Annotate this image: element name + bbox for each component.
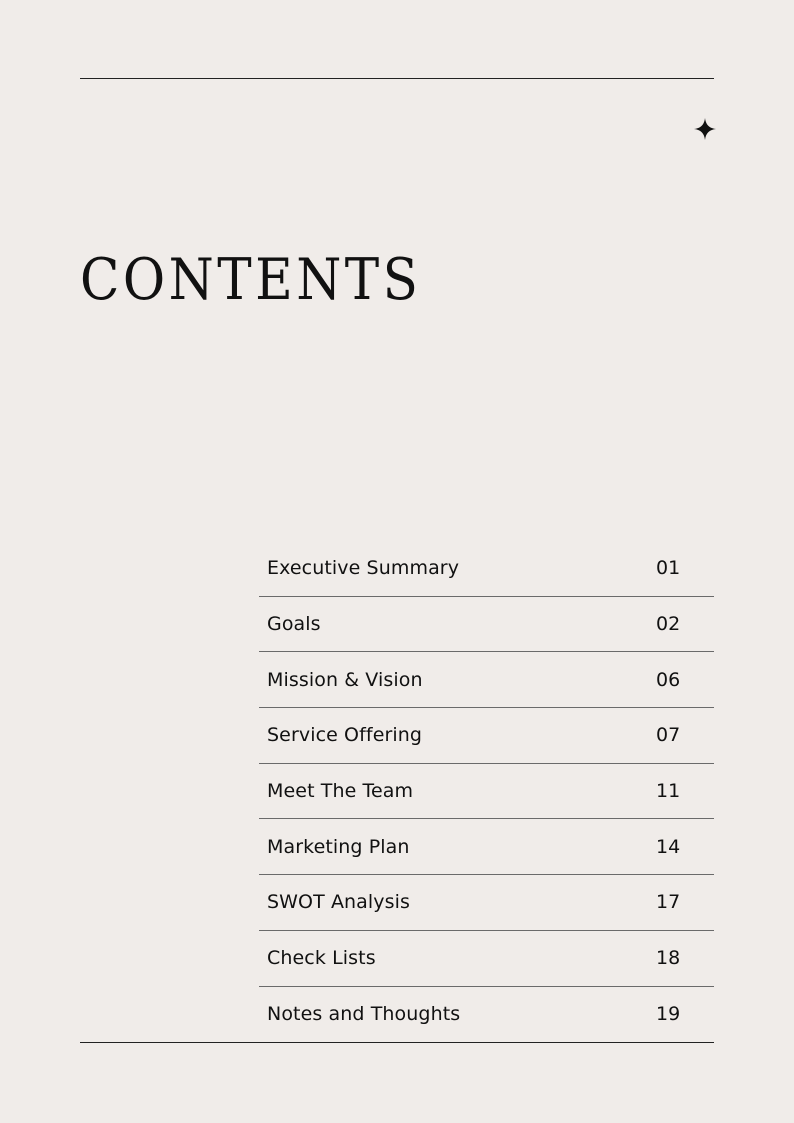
toc-entry-label: Check Lists — [267, 947, 376, 970]
toc-entry-label: Executive Summary — [267, 557, 460, 580]
toc-page-number: 02 — [656, 613, 681, 636]
top-divider — [80, 78, 714, 79]
bottom-divider — [80, 1042, 714, 1043]
toc-entry-label: Service Offering — [267, 724, 423, 747]
table-of-contents — [259, 541, 714, 1042]
toc-row — [259, 652, 714, 708]
four-point-star-icon — [694, 118, 716, 140]
toc-page-number: 01 — [656, 557, 681, 580]
toc-page-number: 17 — [656, 891, 681, 914]
toc-page-number: 18 — [656, 947, 681, 970]
toc-row — [259, 541, 714, 597]
toc-entry-label: Mission & Vision — [267, 668, 423, 691]
toc-entry-label: Meet The Team — [267, 780, 414, 803]
toc-row — [259, 819, 714, 875]
toc-entry-label: SWOT Analysis — [267, 891, 411, 914]
toc-page-number: 19 — [656, 1003, 681, 1026]
toc-row — [259, 764, 714, 820]
toc-row — [259, 931, 714, 987]
toc-entry-label: Goals — [267, 613, 321, 636]
toc-entry-label: Notes and Thoughts — [267, 1003, 461, 1026]
page-title: CONTENTS — [80, 246, 422, 314]
toc-entry-label: Marketing Plan — [267, 835, 410, 858]
toc-row — [259, 875, 714, 931]
toc-page-number: 06 — [656, 668, 681, 691]
toc-page-number: 07 — [656, 724, 681, 747]
toc-page-number: 11 — [656, 780, 681, 803]
toc-page-number: 14 — [656, 835, 681, 858]
toc-row — [259, 708, 714, 764]
toc-row — [259, 987, 714, 1043]
toc-row — [259, 597, 714, 653]
